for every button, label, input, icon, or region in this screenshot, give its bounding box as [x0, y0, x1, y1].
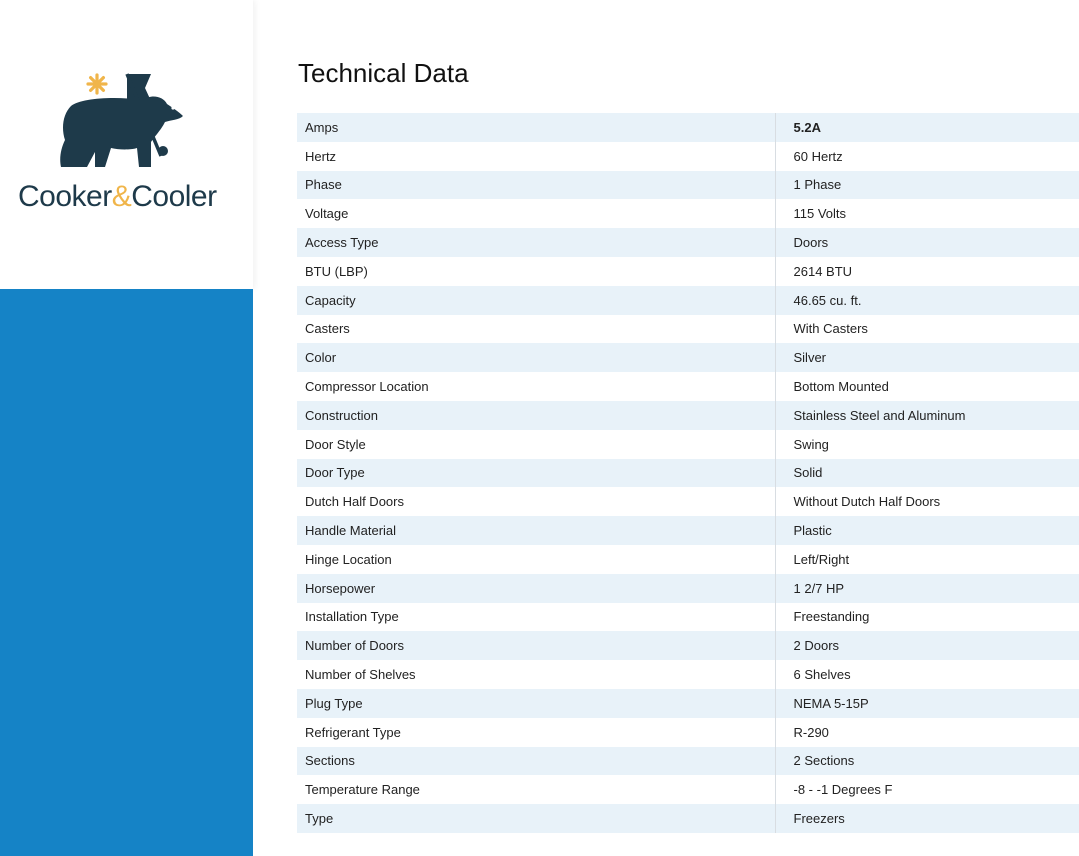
- spec-label: Hinge Location: [297, 545, 775, 574]
- spec-label: Dutch Half Doors: [297, 487, 775, 516]
- brand-name-part1: Cooker: [18, 180, 112, 213]
- spec-label: Voltage: [297, 199, 775, 228]
- spec-label: Sections: [297, 747, 775, 776]
- table-row: [297, 689, 1079, 718]
- spec-label: Capacity: [297, 286, 775, 315]
- spec-value: Swing: [775, 430, 1079, 459]
- spec-label: Hertz: [297, 142, 775, 171]
- table-row: [297, 142, 1079, 171]
- spec-value: NEMA 5-15P: [775, 689, 1079, 718]
- spec-value: 1 Phase: [775, 171, 1079, 200]
- table-row: [297, 487, 1079, 516]
- spec-value: Freezers: [775, 804, 1079, 833]
- spec-value: Without Dutch Half Doors: [775, 487, 1079, 516]
- spec-label: Door Type: [297, 459, 775, 488]
- table-row: [297, 775, 1079, 804]
- spec-value: 2 Doors: [775, 631, 1079, 660]
- asterisk-icon: [88, 75, 106, 93]
- table-row: [297, 257, 1079, 286]
- spec-label: Plug Type: [297, 689, 775, 718]
- flag-icon: [127, 74, 151, 101]
- sidebar: [0, 0, 253, 856]
- sidebar-accent-panel: [0, 289, 253, 856]
- table-row: [297, 516, 1079, 545]
- spec-value: 46.65 cu. ft.: [775, 286, 1079, 315]
- spec-label: Construction: [297, 401, 775, 430]
- spec-value: Plastic: [775, 516, 1079, 545]
- spec-value: 115 Volts: [775, 199, 1079, 228]
- brand-name-part2: Cooler: [131, 180, 217, 213]
- spec-value: Doors: [775, 228, 1079, 257]
- table-row: [297, 343, 1079, 372]
- table-row: [297, 660, 1079, 689]
- spec-label: Amps: [297, 113, 775, 142]
- spec-label: Color: [297, 343, 775, 372]
- table-row: [297, 545, 1079, 574]
- spec-label: Access Type: [297, 228, 775, 257]
- spec-value: Stainless Steel and Aluminum: [775, 401, 1079, 430]
- spec-value: 2614 BTU: [775, 257, 1079, 286]
- logo-panel: [0, 0, 253, 289]
- table-row: [297, 401, 1079, 430]
- brand-wordmark: [18, 180, 248, 214]
- spec-value: Freestanding: [775, 603, 1079, 632]
- technical-data-body: [297, 113, 1079, 833]
- table-row: [297, 747, 1079, 776]
- page-title: Technical Data: [298, 58, 469, 88]
- bear-icon: [60, 97, 183, 167]
- spec-label: Horsepower: [297, 574, 775, 603]
- technical-data-table: [297, 113, 1079, 833]
- spec-label: Handle Material: [297, 516, 775, 545]
- spec-value: Silver: [775, 343, 1079, 372]
- spec-label: Door Style: [297, 430, 775, 459]
- table-row: [297, 171, 1079, 200]
- spec-label: Type: [297, 804, 775, 833]
- spec-label: Temperature Range: [297, 775, 775, 804]
- spec-label: Compressor Location: [297, 372, 775, 401]
- spec-label: Refrigerant Type: [297, 718, 775, 747]
- table-row: [297, 430, 1079, 459]
- spec-value: Solid: [775, 459, 1079, 488]
- spec-label: Phase: [297, 171, 775, 200]
- table-row: [297, 286, 1079, 315]
- table-row: [297, 315, 1079, 344]
- brand-ampersand: &: [111, 180, 132, 213]
- spec-label: BTU (LBP): [297, 257, 775, 286]
- spec-label: Number of Shelves: [297, 660, 775, 689]
- spec-label: Casters: [297, 315, 775, 344]
- spec-value: -8 - -1 Degrees F: [775, 775, 1079, 804]
- spec-value: 5.2A: [775, 113, 1079, 142]
- table-row: [297, 574, 1079, 603]
- table-row: [297, 804, 1079, 833]
- table-row: [297, 603, 1079, 632]
- spec-value: 60 Hertz: [775, 142, 1079, 171]
- spec-value: With Casters: [775, 315, 1079, 344]
- table-row: [297, 459, 1079, 488]
- table-row: [297, 718, 1079, 747]
- bear-flag-logo-icon: [55, 68, 190, 173]
- table-row: [297, 113, 1079, 142]
- spec-value: R-290: [775, 718, 1079, 747]
- spec-value: Bottom Mounted: [775, 372, 1079, 401]
- spec-value: 2 Sections: [775, 747, 1079, 776]
- table-row: [297, 631, 1079, 660]
- spec-value: 1 2/7 HP: [775, 574, 1079, 603]
- spec-label: Installation Type: [297, 603, 775, 632]
- table-row: [297, 199, 1079, 228]
- spec-value: Left/Right: [775, 545, 1079, 574]
- spec-label: Number of Doors: [297, 631, 775, 660]
- spec-value: 6 Shelves: [775, 660, 1079, 689]
- table-row: [297, 372, 1079, 401]
- table-row: [297, 228, 1079, 257]
